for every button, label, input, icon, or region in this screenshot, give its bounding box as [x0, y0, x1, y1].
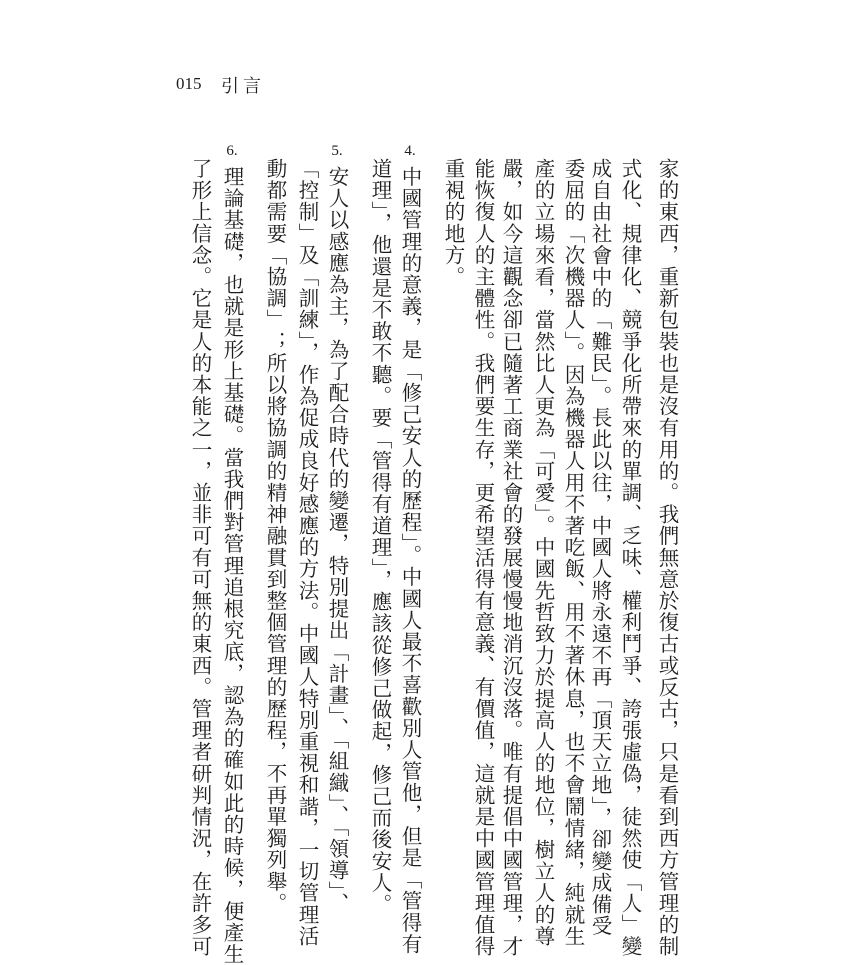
item-number: 6. — [226, 143, 238, 159]
text-column: 中國管理的意義，是「修己安人的歷程」。中國人最不喜歡別人管他，但是「管得有 — [398, 166, 422, 955]
chapter-title: 引言 — [221, 76, 265, 97]
text-column: 理論基礎，也就是形上基礎。當我們對管理追根究底，認為的確如此的時候，便產生 — [220, 166, 244, 965]
text-column: 重視的地方。 — [441, 158, 465, 288]
text-column: 委屈的「次機器人」。因為機器人用不著吃飯、用不著休息，也不會鬧情緒，純就生 — [561, 158, 585, 947]
text-column: 動都需要「協調」；所以將協調的精神融貫到整個管理的歷程，不再單獨列舉。 — [263, 158, 287, 914]
text-column: 家的東西，重新包裝也是沒有用的。我們無意於復古或反古，只是看到西方管理的制 — [655, 158, 679, 958]
text-column: 嚴，如今這觀念卻已隨著工商業社會的發展慢慢地消沉沒落。唯有提倡中國管理，才 — [499, 158, 523, 958]
text-column: 安人以感應為主，為了配合時代的變遷，特別提出「計畫」、「組織」、「領導」、 — [325, 166, 349, 914]
item-number: 4. — [404, 143, 416, 159]
text-column: 道理」，他還是不敢不聽。要「管得有道理」，應該從修己做起，修己而後安人。 — [368, 158, 392, 916]
text-column: 產的立場來看，當然比人更為「可愛」。中國先哲致力於提高人的地位，樹立人的尊 — [531, 158, 555, 947]
page-number: 015 — [176, 74, 202, 93]
item-number: 5. — [331, 143, 343, 159]
text-column: 了形上信念。它是人的本能之一，並非可有可無的東西。管理者研判情況，在許多可 — [188, 158, 212, 958]
text-column: 「控制」及「訓練」，作為促成良好感應的方法。中國人特別重視和諧，一切管理活 — [295, 158, 319, 947]
text-column: 成自由社會中的「難民」。長此以往，中國人將永遠不再「頂天立地」，卻變成備受 — [588, 158, 612, 937]
text-column: 能恢復人的主體性。我們要生存，更希望活得有意義、有價值，這就是中國管理值得 — [471, 158, 495, 958]
text-column: 式化、規律化、競爭化所帶來的單調、乏味、權利鬥爭、誇張虛偽，徒然使「人」變 — [618, 158, 642, 958]
